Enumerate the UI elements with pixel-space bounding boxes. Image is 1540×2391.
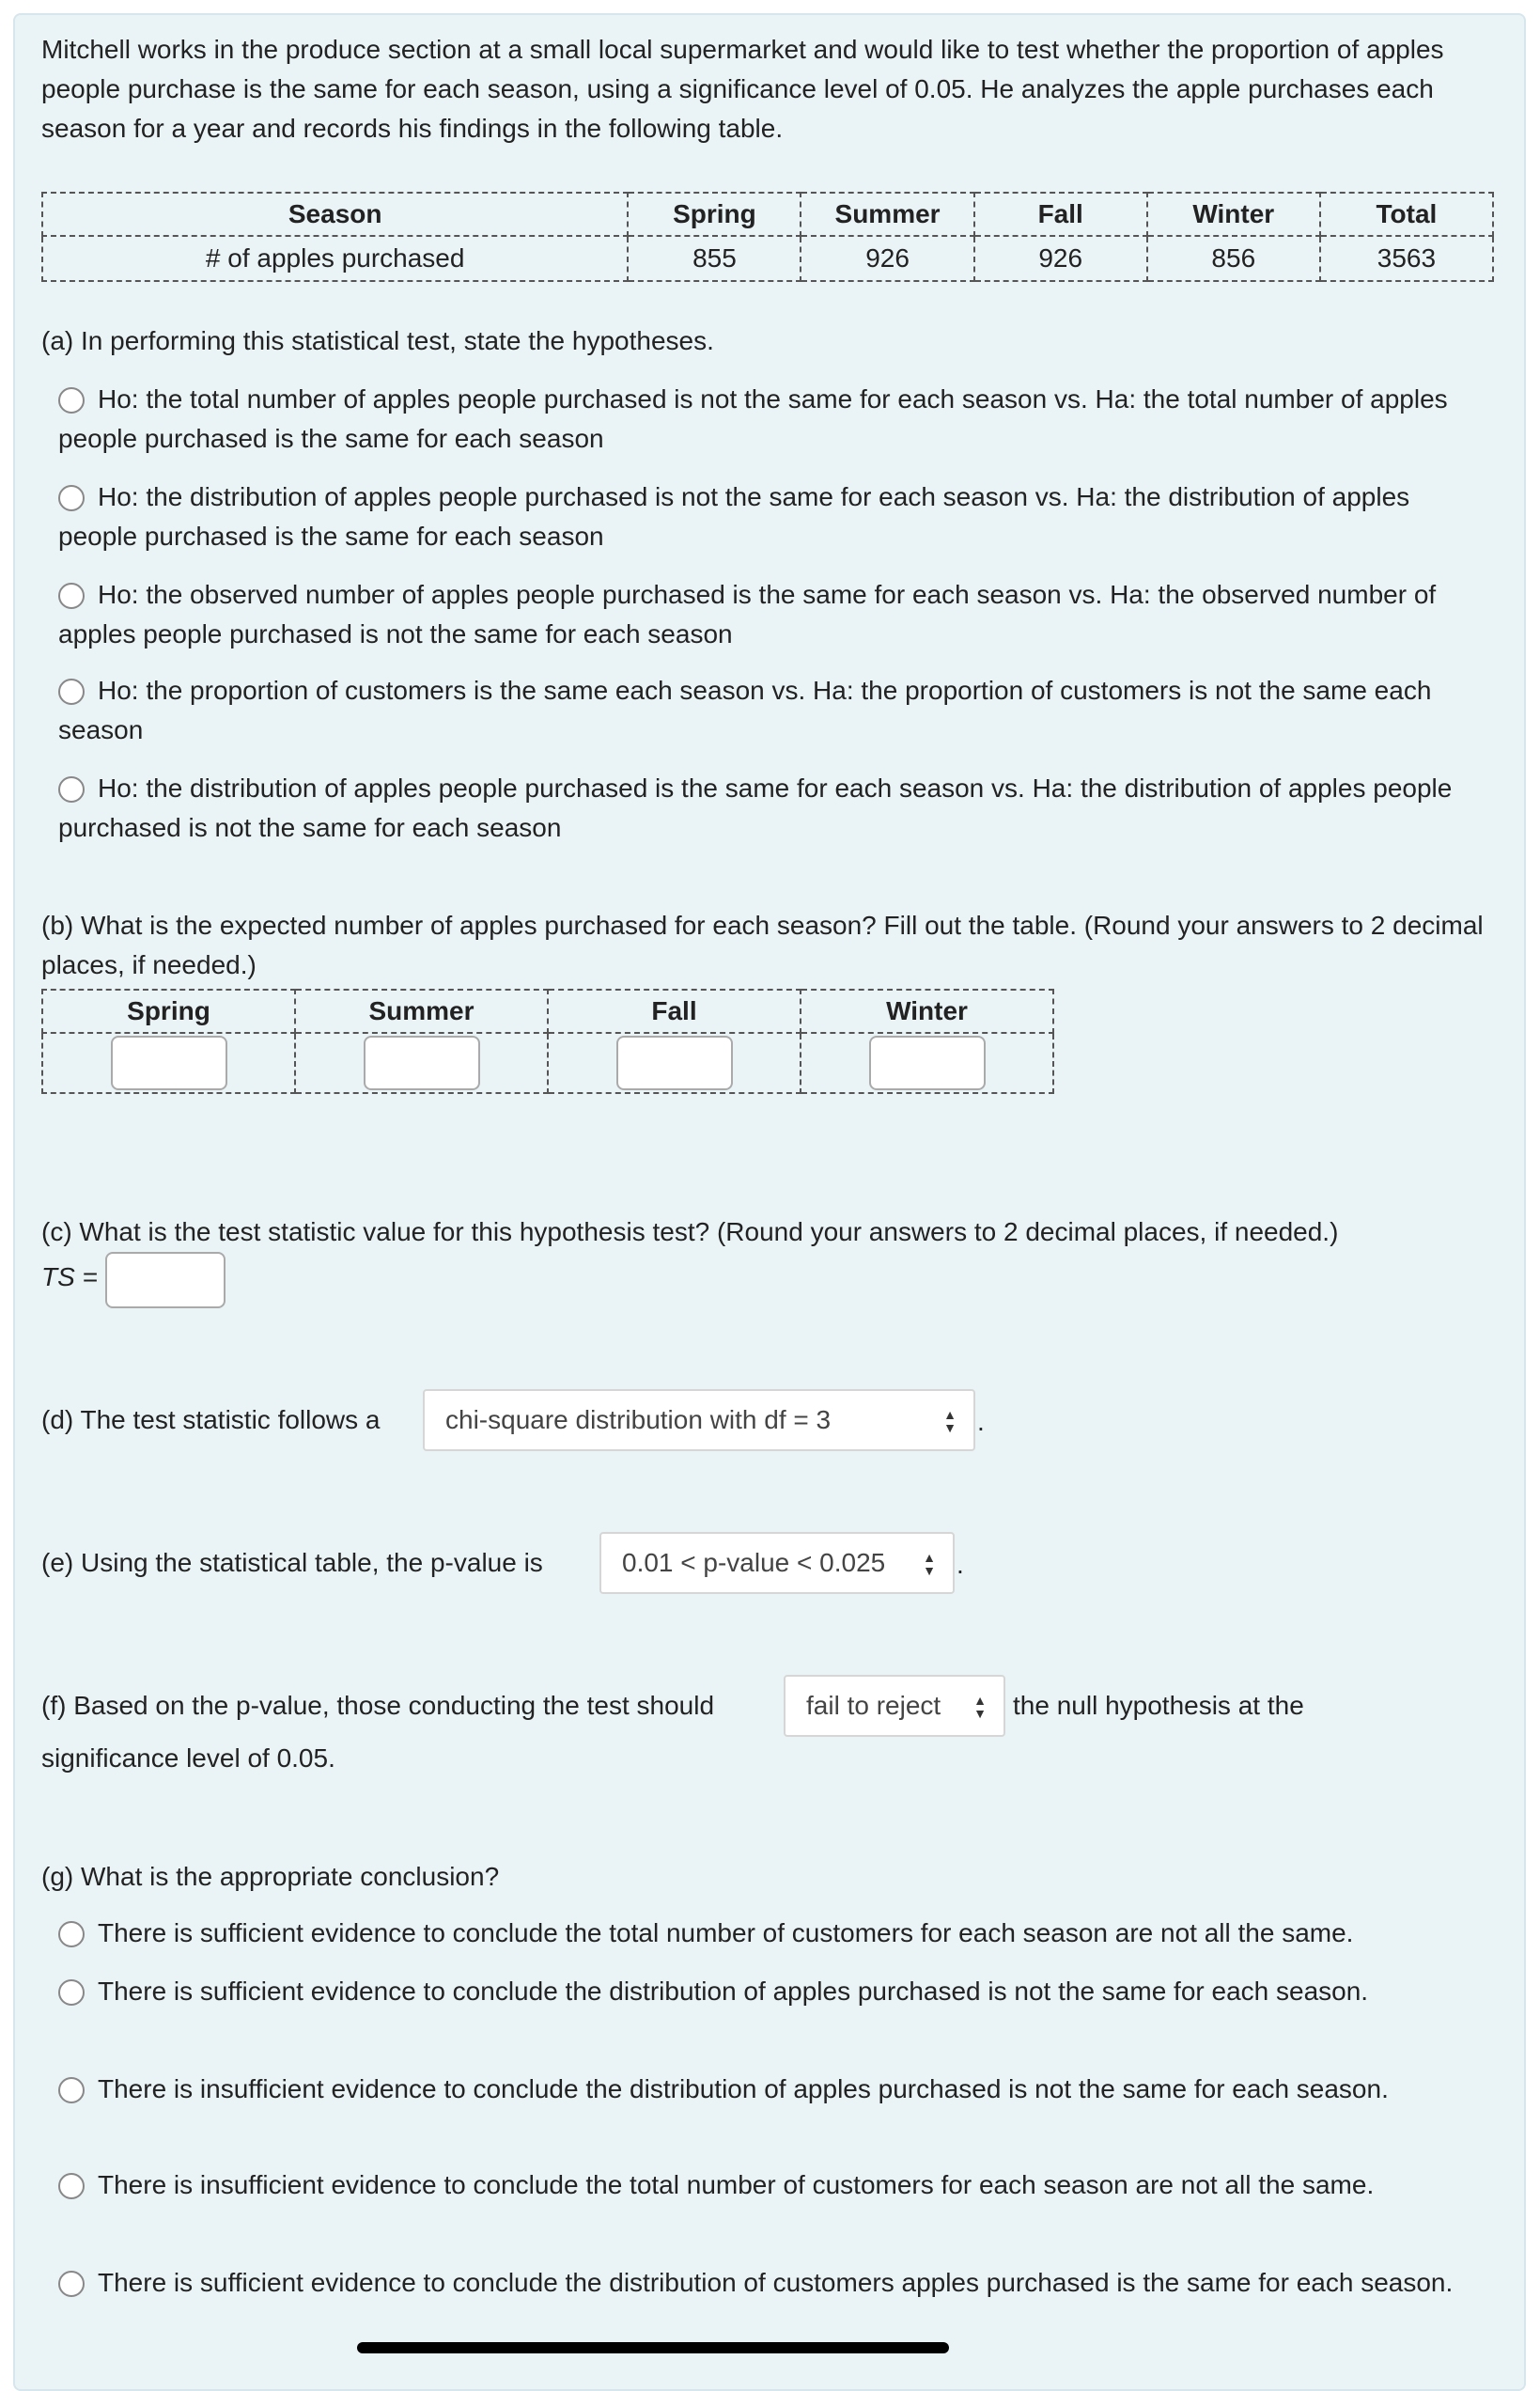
value-total: 3563: [1320, 236, 1493, 281]
header-spring: Spring: [42, 990, 295, 1033]
decision-select[interactable]: fail to reject ▲ ▼: [784, 1675, 1005, 1737]
up-down-arrows-icon: ▲ ▼: [943, 1407, 957, 1435]
part-g-option-3[interactable]: There is insufficient evidence to conclude the distribution of apples purchased is not the same for each season.: [58, 2070, 1496, 2109]
header-winter: Winter: [1147, 193, 1320, 236]
part-b-prompt: (b) What is the expected number of apples purchased for each season? Fill out the table. (Round your answers to 2 decimal places, if needed.): [41, 911, 1484, 979]
header-winter: Winter: [801, 990, 1053, 1033]
part-a-option-5[interactable]: Ho: the distribution of apples people purchased is the same for each season vs. Ha: the distribution of apples people purchased is not the same for each season: [58, 774, 1453, 842]
radio-button[interactable]: [58, 583, 85, 609]
value-spring: 855: [628, 236, 801, 281]
radio-button[interactable]: [58, 387, 85, 414]
radio-button[interactable]: [58, 776, 85, 803]
expected-winter-input[interactable]: [869, 1036, 986, 1090]
part-g-prompt: (g) What is the appropriate conclusion?: [41, 1862, 500, 1891]
header-fall: Fall: [974, 193, 1147, 236]
radio-button[interactable]: [58, 2077, 85, 2103]
ts-label: TS =: [41, 1262, 98, 1291]
expected-summer-cell: [295, 1033, 548, 1093]
expected-fall-input[interactable]: [616, 1036, 733, 1090]
home-indicator: [357, 2342, 949, 2353]
part-f-prompt: (f) Based on the p-value, those conducting the test should: [41, 1691, 715, 1720]
value-fall: 926: [974, 236, 1147, 281]
part-e-prompt: (e) Using the statistical table, the p-value is: [41, 1548, 543, 1577]
radio-button[interactable]: [58, 2173, 85, 2199]
radio-button[interactable]: [58, 1979, 85, 2006]
up-down-arrows-icon: ▲ ▼: [973, 1693, 987, 1721]
radio-button[interactable]: [58, 485, 85, 511]
distribution-select[interactable]: chi-square distribution with df = 3 ▲ ▼: [423, 1389, 975, 1451]
part-a-option-4[interactable]: Ho: the proportion of customers is the same each season vs. Ha: the proportion of customers is not the same each season: [58, 676, 1432, 744]
part-g-option-4[interactable]: There is insufficient evidence to conclude the total number of customers for each season are not all the same.: [58, 2165, 1496, 2205]
part-f-line2: significance level of 0.05.: [41, 1743, 335, 1773]
part-g-option-1[interactable]: There is sufficient evidence to conclude the total number of customers for each season are not all the same.: [58, 1914, 1496, 1953]
observed-data-table: [41, 192, 1494, 282]
row-label: # of apples purchased: [42, 236, 628, 281]
part-g-option-2[interactable]: There is sufficient evidence to conclude the distribution of apples purchased is not the same for each season.: [58, 1972, 1496, 2011]
header-fall: Fall: [548, 990, 801, 1033]
part-a-option-2[interactable]: Ho: the distribution of apples people purchased is not the same for each season vs. Ha: the distribution of apples people purchased is the same for each season: [58, 482, 1410, 551]
expected-values-table: [41, 989, 1054, 1094]
part-g-option-5[interactable]: There is sufficient evidence to conclude the distribution of customers apples purchased is the same for each season.: [58, 2263, 1496, 2303]
part-c-prompt: (c) What is the test statistic value for this hypothesis test? (Round your answers to 2 decimal places, if needed.): [41, 1217, 1339, 1246]
header-season: Season: [42, 193, 628, 236]
part-f-after: the null hypothesis at the: [1013, 1691, 1304, 1720]
expected-winter-cell: [801, 1033, 1053, 1093]
radio-button[interactable]: [58, 2271, 85, 2297]
value-winter: 856: [1147, 236, 1320, 281]
part-a-option-1[interactable]: Ho: the total number of apples people purchased is not the same for each season vs. Ha: the total number of apples people purchased is the same for each season: [58, 384, 1448, 453]
up-down-arrows-icon: ▲ ▼: [923, 1550, 936, 1578]
expected-spring-cell: [42, 1033, 295, 1093]
expected-spring-input[interactable]: [111, 1036, 227, 1090]
test-statistic-input[interactable]: [105, 1252, 226, 1308]
header-summer: Summer: [801, 193, 973, 236]
question-panel: [13, 13, 1526, 2391]
expected-fall-cell: [548, 1033, 801, 1093]
part-e-period: .: [957, 1550, 964, 1579]
part-d-prompt: (d) The test statistic follows a: [41, 1405, 381, 1434]
header-spring: Spring: [628, 193, 801, 236]
radio-button[interactable]: [58, 1921, 85, 1947]
expected-summer-input[interactable]: [364, 1036, 480, 1090]
value-summer: 926: [801, 236, 973, 281]
radio-button[interactable]: [58, 679, 85, 705]
header-total: Total: [1320, 193, 1493, 236]
part-d-period: .: [977, 1407, 985, 1436]
part-a-option-3[interactable]: Ho: the observed number of apples people purchased is the same for each season vs. Ha: the observed number of apples people purchased is not the same for each season: [58, 580, 1437, 649]
p-value-select[interactable]: 0.01 < p-value < 0.025 ▲ ▼: [599, 1532, 955, 1594]
problem-intro: Mitchell works in the produce section at a small local supermarket and would like to test whether the proportion of apples people purchase is the same for each season, using a significance level of 0.05. He analyzes the apple purchases each season for a year and records his findings in the following table.: [41, 35, 1444, 143]
header-summer: Summer: [295, 990, 548, 1033]
part-a-prompt: (a) In performing this statistical test, state the hypotheses.: [41, 326, 714, 355]
